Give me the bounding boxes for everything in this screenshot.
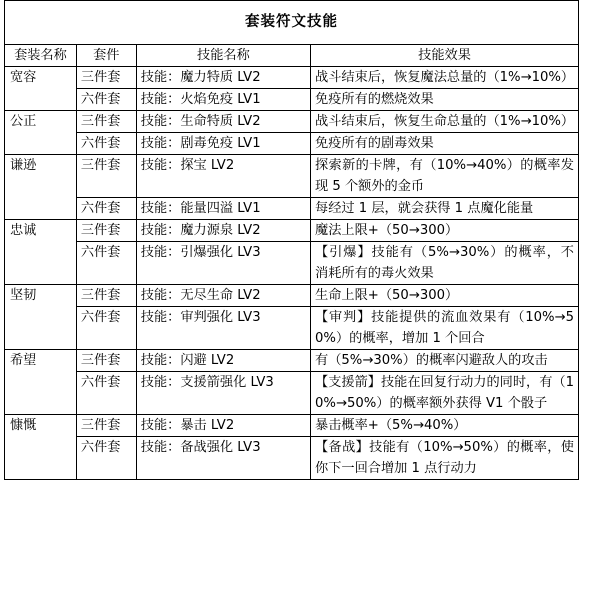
piece-cell: 三件套 — [76, 155, 136, 198]
skill-name-cell: 技能：能量四溢 LV1 — [136, 198, 310, 220]
table-row — [5, 155, 579, 198]
table-title: 套装符文技能 — [5, 1, 579, 45]
header-set-name: 套装名称 — [5, 45, 77, 67]
set-name-cell: 希望 — [5, 350, 77, 415]
skill-effect-cell: 战斗结束后，恢复魔法总量的（1%→10%） — [311, 67, 579, 89]
set-name-cell: 坚韧 — [5, 285, 77, 350]
skill-name-cell: 技能：剧毒免疫 LV1 — [136, 133, 310, 155]
piece-cell: 六件套 — [76, 242, 136, 285]
set-name-cell: 慷慨 — [5, 415, 77, 480]
piece-cell: 三件套 — [76, 67, 136, 89]
table-row — [5, 198, 579, 220]
table-row — [5, 307, 579, 350]
skill-name-cell: 技能：引爆强化 LV3 — [136, 242, 310, 285]
table-row — [5, 133, 579, 155]
skill-name-cell: 技能：备战强化 LV3 — [136, 437, 310, 480]
table-row — [5, 220, 579, 242]
table-header-row — [5, 45, 579, 67]
table-row — [5, 437, 579, 480]
rune-set-table — [4, 0, 579, 480]
skill-name-cell: 技能：无尽生命 LV2 — [136, 285, 310, 307]
piece-cell: 三件套 — [76, 111, 136, 133]
set-name-cell: 谦逊 — [5, 155, 77, 220]
skill-effect-cell: 【引爆】技能有（5%→30%）的概率，不消耗所有的毒火效果 — [311, 242, 579, 285]
skill-name-cell: 技能：魔力源泉 LV2 — [136, 220, 310, 242]
piece-cell: 三件套 — [76, 285, 136, 307]
skill-name-cell: 技能：暴击 LV2 — [136, 415, 310, 437]
skill-effect-cell: 【审判】技能提供的流血效果有（10%→50%）的概率，增加 1 个回合 — [311, 307, 579, 350]
skill-name-cell: 技能：火焰免疫 LV1 — [136, 89, 310, 111]
table-row — [5, 89, 579, 111]
header-skill-name: 技能名称 — [136, 45, 310, 67]
skill-name-cell: 技能：审判强化 LV3 — [136, 307, 310, 350]
skill-effect-cell: 暴击概率+（5%→40%） — [311, 415, 579, 437]
header-skill-effect: 技能效果 — [311, 45, 579, 67]
set-name-cell: 忠诚 — [5, 220, 77, 285]
table-row — [5, 285, 579, 307]
skill-effect-cell: 战斗结束后，恢复生命总量的（1%→10%） — [311, 111, 579, 133]
piece-cell: 六件套 — [76, 133, 136, 155]
table-row — [5, 415, 579, 437]
skill-effect-cell: 魔法上限+（50→300） — [311, 220, 579, 242]
set-name-cell: 宽容 — [5, 67, 77, 111]
piece-cell: 六件套 — [76, 372, 136, 415]
piece-cell: 六件套 — [76, 437, 136, 480]
skill-name-cell: 技能：魔力特质 LV2 — [136, 67, 310, 89]
table-row — [5, 350, 579, 372]
skill-effect-cell: 每经过 1 层，就会获得 1 点魔化能量 — [311, 198, 579, 220]
skill-effect-cell: 探索新的卡牌，有（10%→40%）的概率发现 5 个额外的金币 — [311, 155, 579, 198]
table-title-row — [5, 1, 579, 45]
piece-cell: 三件套 — [76, 415, 136, 437]
skill-effect-cell: 免疫所有的剧毒效果 — [311, 133, 579, 155]
skill-effect-cell: 【备战】技能有（10%→50%）的概率，使你下一回合增加 1 点行动力 — [311, 437, 579, 480]
set-name-cell: 公正 — [5, 111, 77, 155]
table-row — [5, 111, 579, 133]
skill-effect-cell: 有（5%→30%）的概率闪避敌人的攻击 — [311, 350, 579, 372]
skill-name-cell: 技能：探宝 LV2 — [136, 155, 310, 198]
skill-effect-cell: 免疫所有的燃烧效果 — [311, 89, 579, 111]
piece-cell: 六件套 — [76, 89, 136, 111]
skill-name-cell: 技能：支援箭强化 LV3 — [136, 372, 310, 415]
table-row — [5, 67, 579, 89]
skill-effect-cell: 生命上限+（50→300） — [311, 285, 579, 307]
piece-cell: 六件套 — [76, 307, 136, 350]
header-piece: 套件 — [76, 45, 136, 67]
table-row — [5, 242, 579, 285]
piece-cell: 六件套 — [76, 198, 136, 220]
skill-name-cell: 技能：闪避 LV2 — [136, 350, 310, 372]
skill-effect-cell: 【支援箭】技能在回复行动力的同时，有（10%→50%）的概率额外获得 V1 个骰子 — [311, 372, 579, 415]
piece-cell: 三件套 — [76, 350, 136, 372]
table-row — [5, 372, 579, 415]
piece-cell: 三件套 — [76, 220, 136, 242]
skill-name-cell: 技能：生命特质 LV2 — [136, 111, 310, 133]
